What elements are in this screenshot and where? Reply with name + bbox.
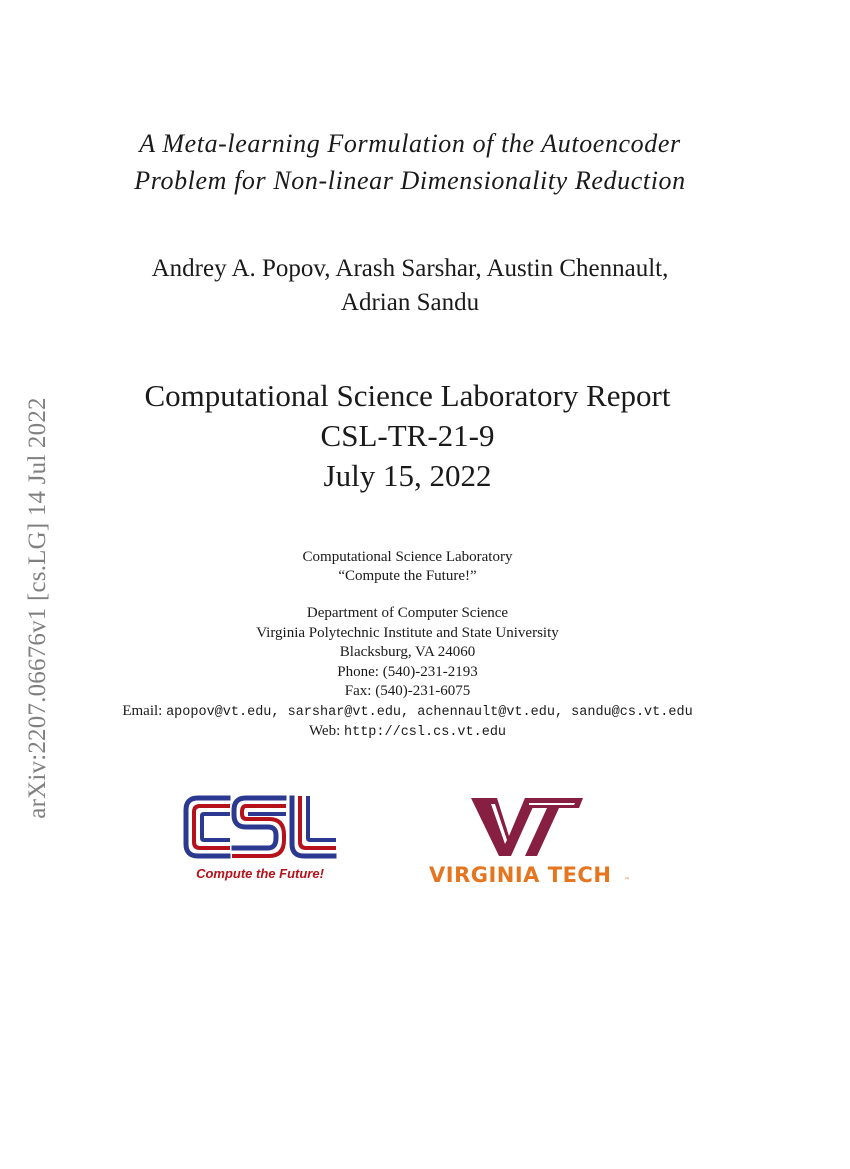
fax-line	[0, 682, 815, 702]
email-addresses[interactable]: apopov@vt.edu, sarshar@vt.edu, achennault@vt.edu, sandu@cs.vt.edu	[166, 704, 693, 720]
university-name: Virginia Polytechnic Institute and State University	[256, 624, 559, 641]
report-number: CSL-TR-21-9	[320, 418, 495, 453]
report-date: July 15, 2022	[323, 458, 492, 493]
email-line	[0, 702, 815, 723]
report-name: Computational Science Laboratory Report	[144, 378, 671, 413]
lab-block	[0, 548, 815, 586]
paper-title	[0, 125, 820, 199]
csl-tagline: Compute the Future!	[196, 866, 324, 881]
virginia-tech-logo	[425, 792, 640, 887]
author-list	[0, 252, 820, 320]
fax-number: (540)-231-6075	[375, 683, 471, 699]
phone-label: Phone:	[337, 663, 383, 680]
web-line	[0, 722, 815, 743]
fax-label: Fax:	[344, 683, 376, 699]
city-address: Blacksburg, VA 24060	[339, 644, 476, 660]
web-link[interactable]: http://csl.cs.vt.edu	[344, 725, 507, 740]
phone-line	[0, 663, 815, 683]
paper-title-line-1: A Meta-learning Formulation of the Autoencoder	[139, 129, 681, 158]
paper-title-line-2: Problem for Non-linear Dimensionality Reduction	[134, 166, 686, 195]
report-header	[0, 376, 815, 496]
email-label: Email:	[122, 702, 167, 719]
arxiv-identifier-stamp: arXiv:2207.06676v1 [cs.LG] 14 Jul 2022	[24, 397, 51, 819]
author-list-line-2: Adrian Sandu	[340, 289, 480, 316]
lab-name: Computational Science Laboratory	[302, 549, 513, 565]
vt-trademark: ™	[624, 877, 630, 884]
web-label: Web:	[308, 723, 344, 739]
lab-motto: “Compute the Future!”	[338, 568, 477, 584]
contact-block	[0, 604, 815, 743]
csl-logo	[180, 792, 340, 887]
phone-number: (540)-231-2193	[382, 663, 478, 680]
vt-wordmark: VIRGINIA TECH	[429, 863, 612, 887]
author-list-line-1: Andrey A. Popov, Arash Sarshar, Austin Chennault,	[151, 255, 669, 282]
department-name: Department of Computer Science	[306, 605, 509, 621]
